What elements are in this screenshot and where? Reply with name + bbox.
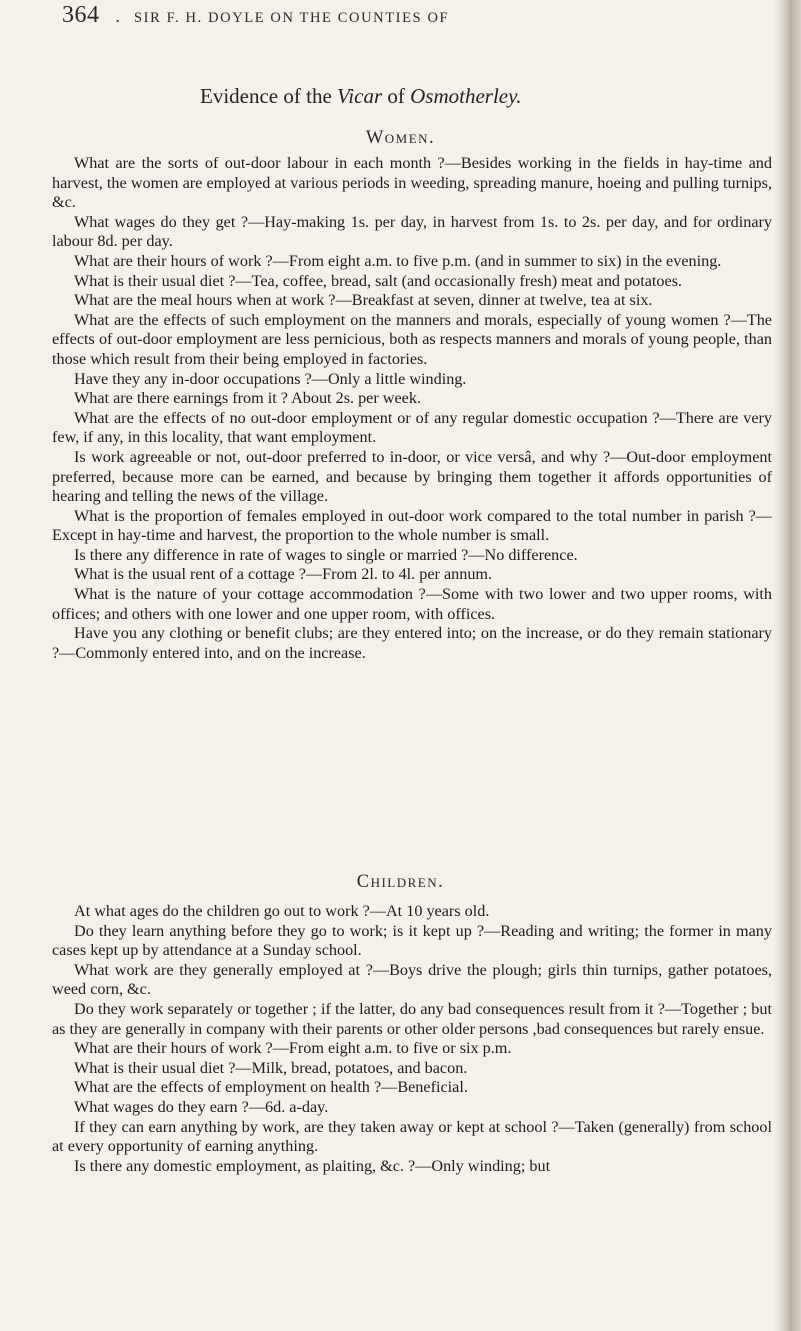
paragraph: What are there earnings from it ? About 2s. per week. <box>74 389 422 408</box>
paragraph: What are the meal hours when at work ?—Breakfast at seven, dinner at twelve, tea at six. <box>74 291 653 310</box>
section-heading-women: Women. <box>365 128 436 148</box>
paragraph: Do they learn anything before they go to work; is it kept up ?—Reading and writing; the former in many cases kept up by attendance at a Sunday school. <box>52 921 772 960</box>
paragraph: What work are they generally employed at ?—Boys drive the plough; girls thin turnips, gather potatoes, weed corn, &c. <box>52 960 772 999</box>
running-head: SIR F. H. DOYLE ON THE COUNTIES OF <box>134 10 450 26</box>
evidence-title <box>200 84 660 109</box>
children-section-body <box>52 902 772 1176</box>
paragraph: What are the sorts of out-door labour in each month ?—Besides working in the fields in hay-time and harvest, the women are employed at various periods in weeding, spreading manure, hoeing and pulling turnips, &c. <box>52 154 772 212</box>
paragraph: Is there any difference in rate of wages to single or married ?—No difference. <box>74 545 578 564</box>
title-parish: Osmotherley. <box>410 84 522 108</box>
paragraph: What wages do they earn ?—6d. a-day. <box>74 1097 329 1116</box>
paragraph: What is their usual diet ?—Tea, coffee, bread, salt (and occasionally fresh) meat and potatoes. <box>74 271 683 290</box>
page-edge <box>779 0 801 1331</box>
paragraph: Do they work separately or together ; if the latter, do any bad consequences result from it ?—Together ; but as they are generally in company with their parents or other older persons ,bad consequences but rarely ensue. <box>52 999 772 1038</box>
paragraph: What is the usual rent of a cottage ?—From 2l. to 4l. per annum. <box>74 565 493 584</box>
paragraph: If they can earn anything by work, are they taken away or kept at school ?—Taken (generally) from school at every opportunity of earning anything. <box>52 1117 772 1156</box>
header-separator-dot: . <box>115 6 120 26</box>
paragraph: What is their usual diet ?—Milk, bread, potatoes, and bacon. <box>74 1058 468 1077</box>
paragraph: What wages do they get ?—Hay-making 1s. per day, in harvest from 1s. to 2s. per day, and for ordinary labour 8d. per day. <box>52 212 772 251</box>
paragraph: What is the proportion of females employed in out-door work compared to the total number in parish ?—Except in hay-time and harvest, the proportion to the whole number is small. <box>52 506 772 545</box>
paragraph: Is there any domestic employment, as plaiting, &c. ?—Only winding; but <box>74 1156 551 1175</box>
women-section-body <box>52 154 772 663</box>
paragraph: What are their hours of work ?—From eight a.m. to five p.m. (and in summer to six) in the evening. <box>74 251 722 270</box>
paragraph: Have you any clothing or benefit clubs; are they entered into; on the increase, or do they remain stationary ?—Commonly entered into, and on the increase. <box>52 624 772 662</box>
title-vicar: Vicar <box>337 84 383 108</box>
paragraph: At what ages do the children go out to work ?—At 10 years old. <box>74 902 490 920</box>
paragraph: What are their hours of work ?—From eight a.m. to five or six p.m. <box>74 1039 512 1058</box>
paragraph: What are the effects of employment on health ?—Beneficial. <box>74 1078 468 1097</box>
paragraph: What are the effects of such employment on the manners and morals, especially of young women ?—The effects of out-door employment are less pernicious, both as respects manners and morals of young people, than those which result from their being employed in factories. <box>52 310 772 368</box>
page-header <box>62 2 762 32</box>
title-prefix: Evidence of the <box>200 84 338 108</box>
title-of: of <box>382 84 411 108</box>
section-heading-children: Children. <box>356 872 445 892</box>
paragraph: Is work agreeable or not, out-door preferred to in-door, or vice versâ, and why ?—Out-door employment preferred, because more can be earned, and because by bringing them together it affords opportunities of hearing and telling the news of the village. <box>52 447 772 506</box>
paragraph: What is the nature of your cottage accommodation ?—Some with two lower and two upper rooms, with offices; and others with one lower and one upper room, with offices. <box>52 585 772 623</box>
page-number: 364 <box>62 2 100 28</box>
paragraph: Have they any in-door occupations ?—Only a little winding. <box>74 369 467 388</box>
paragraph: What are the effects of no out-door employment or of any regular domestic occupation ?—There are very few, if any, in this locality, that want employment. <box>52 408 772 447</box>
